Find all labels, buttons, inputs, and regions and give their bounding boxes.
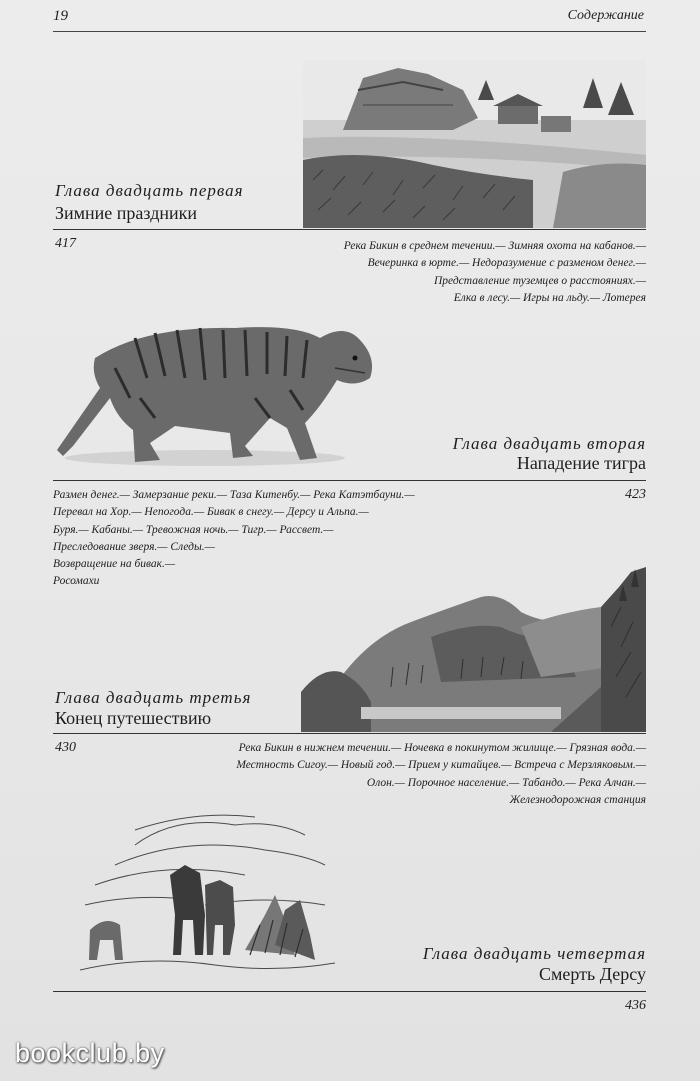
toc-line: Река Бикин в среднем течении.— Зимняя охота на кабанов.— xyxy=(343,240,646,252)
figures-sketch-illustration xyxy=(75,805,340,980)
chapter-23-page: 430 xyxy=(55,740,76,755)
chapter-24-heading: Глава двадцать четвертая xyxy=(422,944,646,963)
chapter-22-title: Нападение тигра xyxy=(516,453,646,473)
chapter-21-contents xyxy=(344,238,646,307)
toc-line: Елка в лесу.— Игры на льду.— Лотерея xyxy=(453,291,646,304)
toc-line: Возвращение на бивак.— xyxy=(53,558,176,571)
landscape-rock-village-illustration xyxy=(303,60,646,228)
watermark: bookclub.by xyxy=(15,1038,165,1068)
chapter-24-rule xyxy=(53,991,646,992)
chapter-23-contents xyxy=(236,740,646,809)
toc-line: Олон.— Порочное население.— Табандо.— Река Алчан.— xyxy=(366,776,646,789)
chapter-23-heading: Глава двадцать третья xyxy=(55,688,252,707)
chapter-21-title: Зимние праздники xyxy=(55,203,198,223)
tiger-illustration xyxy=(55,318,380,473)
toc-line: Размен денег.— Замерзание реки.— Таза Китенбу.— Река Катэтбауни.— xyxy=(53,489,415,501)
toc-line: Местность Сигоу.— Новый год.— Прием у китайцев.— Встреча с Мерзляковым.— xyxy=(236,759,646,772)
chapter-22-rule xyxy=(53,480,646,481)
chapter-21-page: 417 xyxy=(55,236,76,251)
chapter-24-title: Смерть Дерсу xyxy=(539,964,646,984)
page-number: 19 xyxy=(53,8,68,24)
running-title: Содержание xyxy=(567,8,644,23)
toc-line: Буря.— Кабаны.— Тревожная ночь.— Тигр.— Рассвет.— xyxy=(53,523,334,536)
toc-line: Вечеринка в юрте.— Недоразумение с разменом денег.— xyxy=(367,257,646,270)
chapter-21-rule xyxy=(53,229,646,230)
chapter-24-page: 436 xyxy=(625,998,646,1013)
toc-line: Росомахи xyxy=(53,575,100,588)
toc-line: Перевал на Хор.— Непогода.— Бивак в снегу.— Дерсу и Альпа.— xyxy=(53,506,369,519)
header-rule xyxy=(53,31,646,32)
toc-line: Преследование зверя.— Следы.— xyxy=(53,540,215,553)
toc-line: Представление туземцев о расстояниях.— xyxy=(433,274,646,287)
mountain-valley-illustration xyxy=(301,567,646,732)
chapter-23-title: Конец путешествию xyxy=(55,708,212,728)
chapter-21-heading: Глава двадцать первая xyxy=(55,181,244,200)
toc-line: Железнодорожная станция xyxy=(509,793,646,806)
chapter-22-page: 423 xyxy=(625,487,646,502)
toc-line: Река Бикин в нижнем течении.— Ночевка в покинутом жилище.— Грязная вода.— xyxy=(238,742,646,754)
chapter-22-heading: Глава двадцать вторая xyxy=(452,434,646,453)
chapter-23-rule xyxy=(53,733,646,734)
